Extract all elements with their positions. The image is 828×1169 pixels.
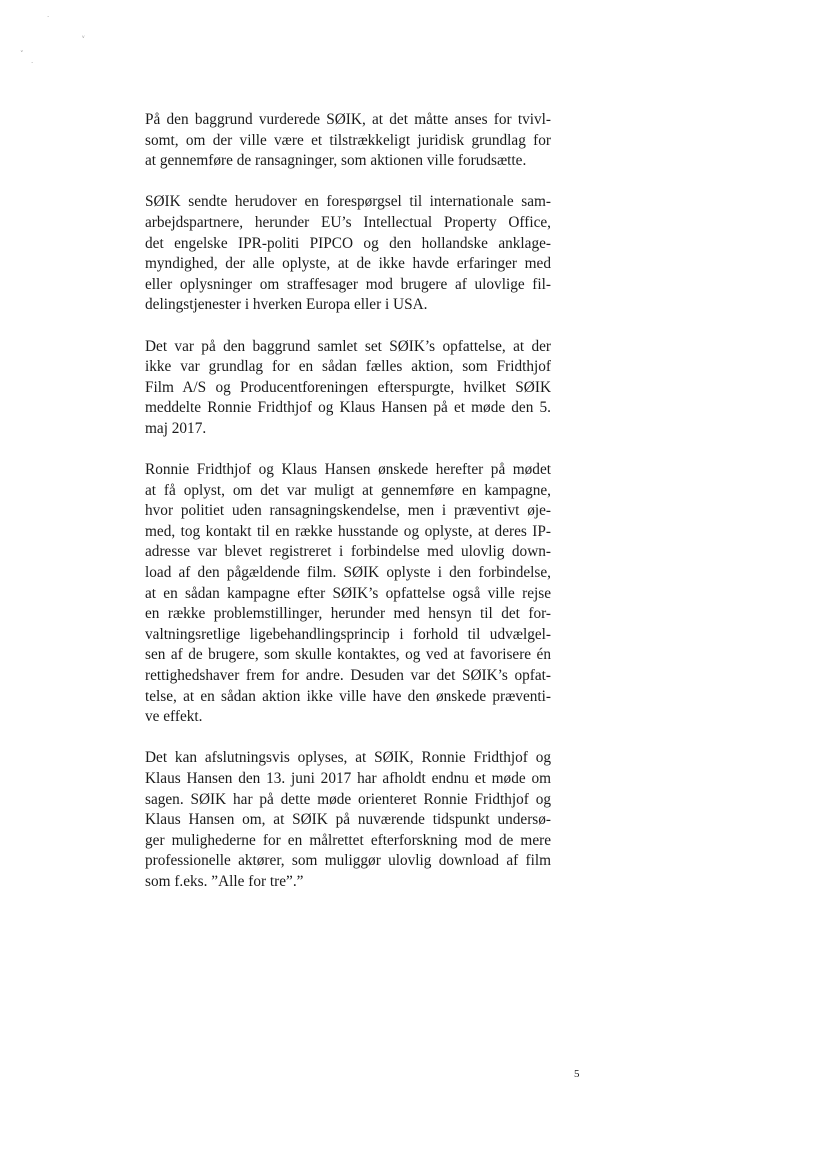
text-line: På den baggrund vurderede SØIK, at det måtte anses for tvivl-	[145, 111, 551, 128]
paragraph-3	[145, 337, 551, 440]
text-line: valtningsretlige ligebehandlingsprincip i forhold til udvælgel-	[145, 625, 551, 643]
text-line: professionelle aktører, som muliggør ulovlig download af film	[145, 852, 551, 870]
text-line: arbejdspartnere, herunder EU’s Intellectual Property Office,	[145, 213, 551, 231]
text-line: at en sådan kampagne efter SØIK’s opfattelse også ville rejse	[145, 584, 551, 602]
text-line: at få oplyst, om det var muligt at gennemføre en kampagne,	[145, 481, 551, 499]
text-line: myndighed, der alle oplyste, at de ikke havde erfaringer med	[145, 255, 551, 273]
text-line: Klaus Hansen om, at SØIK på nuværende tidspunkt undersø-	[145, 811, 551, 829]
text-line: telse, at en sådan aktion ikke ville have den ønskede præventi-	[145, 687, 551, 705]
scan-speck: ˬ	[20, 44, 24, 52]
body-text	[145, 110, 551, 913]
paragraph-5	[145, 748, 551, 892]
paragraph-2	[145, 192, 551, 316]
text-line: SØIK sendte herudover en forespørgsel til internationale sam-	[145, 193, 551, 211]
text-line: ger mulighederne for en målrettet efterforskning mod de mere	[145, 831, 551, 849]
text-line: ikke var grundlag for en sådan fælles aktion, som Fridthjof	[145, 358, 551, 376]
text-line: load af den pågældende film. SØIK oplyste i den forbindelse,	[145, 564, 551, 582]
text-line: somt, om der ville være et tilstrækkeligt juridisk grundlag for	[145, 131, 551, 149]
text-line: Klaus Hansen den 13. juni 2017 har afholdt endnu et møde om	[145, 770, 551, 787]
text-line: Film A/S og Producentforeningen efterspurgte, hvilket SØIK	[145, 378, 551, 396]
page-number: 5	[574, 1068, 580, 1080]
scan-speck: ·	[31, 59, 34, 67]
text-line: rettighedshaver frem for andre. Desuden var det SØIK’s opfat-	[145, 667, 551, 685]
scan-speck: ᵥ	[82, 32, 85, 40]
text-line: det engelske IPR-politi PIPCO og den hollandske anklage-	[145, 234, 551, 252]
text-line: at gennemføre de ransagninger, som aktionen ville forudsætte.	[145, 152, 527, 170]
text-line: sagen. SØIK har på dette møde orienteret Ronnie Fridthjof og	[145, 790, 551, 808]
text-line: Det var på den baggrund samlet set SØIK’s opfattelse, at der	[145, 337, 551, 355]
text-line: meddelte Ronnie Fridthjof og Klaus Hansen på et møde den 5.	[145, 399, 551, 417]
text-line: som f.eks. ”Alle for tre”.”	[145, 872, 304, 890]
text-line: Det kan afslutningsvis oplyses, at SØIK, Ronnie Fridthjof og	[145, 749, 551, 767]
text-line: hvor politiet uden ransagningskendelse, men i præventivt øje-	[145, 502, 551, 520]
text-line: maj 2017.	[145, 419, 207, 437]
text-line: eller oplysninger om straffesager mod brugere af ulovlige fil-	[145, 275, 551, 293]
text-line: ve effekt.	[145, 708, 203, 726]
text-line: sen af de brugere, som skulle kontaktes, og ved at favorisere én	[145, 646, 551, 664]
text-line: delingstjenester i hverken Europa eller i USA.	[145, 296, 428, 314]
scan-speck: ·	[47, 13, 50, 21]
paragraph-4	[145, 460, 551, 728]
text-line: adresse var blevet registreret i forbindelse med ulovlig down-	[145, 543, 551, 561]
text-line: en række problemstillinger, herunder med hensyn til det for-	[145, 605, 551, 623]
paragraph-1	[145, 110, 551, 172]
text-line: med, tog kontakt til en række husstande og oplyste, at deres IP-	[145, 522, 551, 540]
text-line: Ronnie Fridthjof og Klaus Hansen ønskede herefter på mødet	[145, 461, 551, 479]
